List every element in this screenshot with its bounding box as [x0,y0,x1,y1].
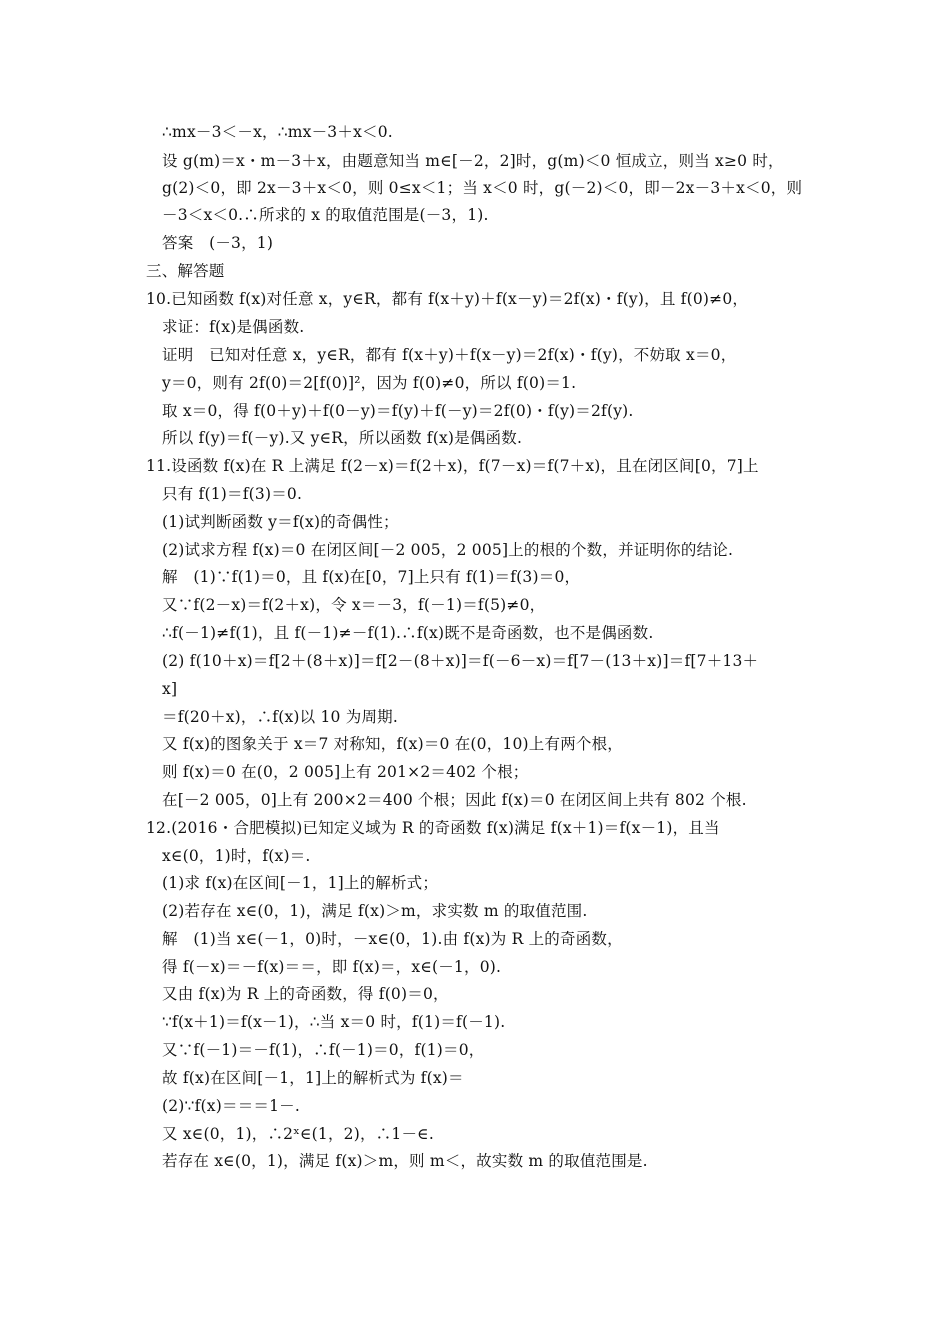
problem-11-statement-cont: 只有 f(1)＝f(3)＝0. [162,485,303,503]
problem-10-statement: 10.已知函数 f(x)对任意 x，y∈R，都有 f(x＋y)＋f(x－y)＝2f(x)・f(y)，且 f(0)≠0， [146,290,749,308]
proof-line-1: 证明 已知对任意 x，y∈R，都有 f(x＋y)＋f(x－y)＝2f(x)・f(y)，不妨取 x＝0， [162,346,737,364]
solution-11-line-2: 又∵f(2－x)＝f(2＋x)，令 x＝－3，f(－1)＝f(5)≠0， [162,596,546,614]
solution-12-line-2: 得 f(－x)＝－f(x)＝＝，即 f(x)＝，x∈(－1，0). [162,958,502,976]
solution-12-line-4: ∵f(x＋1)＝f(x－1)，∴当 x＝0 时，f(1)＝f(－1). [162,1013,506,1031]
solution-12-line-5: 又∵f(－1)＝－f(1)，∴f(－1)＝0，f(1)＝0， [162,1041,485,1059]
section-heading: 三、解答题 [146,262,225,280]
problem-11-part-1: (1)试判断函数 y＝f(x)的奇偶性； [162,513,399,531]
text-line-2: 设 g(m)＝x・m－3＋x，由题意知当 m∈[－2，2]时，g(m)＜0 恒成立，则当 x≥0 时， [162,152,784,170]
solution-11-line-9: 在[－2 005，0]上有 200×2＝400 个根；因此 f(x)＝0 在闭区间上共有 802 个根. [162,791,747,809]
problem-11-part-2: (2)试求方程 f(x)＝0 在闭区间[－2 005，2 005]上的根的个数，并证明你的结论. [162,541,734,559]
solution-11-line-1: 解 (1)∵f(1)＝0，且 f(x)在[0，7]上只有 f(1)＝f(3)＝0， [162,568,581,586]
solution-11-line-5: x] [162,680,178,698]
problem-10-statement-cont: 求证：f(x)是偶函数. [162,318,305,336]
proof-line-3: 取 x＝0，得 f(0＋y)＋f(0－y)＝f(y)＋f(－y)＝2f(0)・f(y)＝2f(y). [162,402,634,420]
solution-11-line-4: (2) f(10＋x)＝f[2＋(8＋x)]＝f[2－(8＋x)]＝f(－6－x)＝f[7－(13＋x)]＝f[7＋13＋ [162,652,759,670]
solution-12-line-1: 解 (1)当 x∈(－1，0)时，－x∈(0，1).由 f(x)为 R 上的奇函数， [162,930,623,948]
problem-12-part-1: (1)求 f(x)在区间[－1，1]上的解析式； [162,874,439,892]
problem-12-statement-cont: x∈(0，1)时，f(x)＝. [162,847,311,865]
solution-11-line-3: ∴f(－1)≠f(1)，且 f(－1)≠－f(1).∴f(x)既不是奇函数，也不是偶函数. [162,624,654,642]
text-line-3: g(2)＜0，即 2x－3＋x＜0，则 0≤x＜1；当 x＜0 时，g(－2)＜0，即－2x－3＋x＜0，则 [162,179,803,197]
problem-12-part-2: (2)若存在 x∈(0，1)，满足 f(x)＞m，求实数 m 的取值范围. [162,902,588,920]
proof-line-4: 所以 f(y)＝f(－y).又 y∈R，所以函数 f(x)是偶函数. [162,429,523,447]
solution-12-line-7: (2)∵f(x)＝＝＝1－. [162,1097,300,1115]
solution-12-line-8: 又 x∈(0，1)，∴2ˣ∈(1，2)，∴1－∈. [162,1125,434,1143]
problem-12-statement: 12.(2016・合肥模拟)已知定义域为 R 的奇函数 f(x)满足 f(x＋1)＝f(x－1)，且当 [146,819,720,837]
solution-11-line-7: 又 f(x)的图象关于 x＝7 对称知，f(x)＝0 在(0，10)上有两个根， [162,735,623,753]
text-line-1: ∴mx－3＜－x，∴mx－3＋x＜0. [162,123,393,141]
solution-12-line-9: 若存在 x∈(0，1)，满足 f(x)＞m，则 m＜，故实数 m 的取值范围是. [162,1152,648,1170]
solution-12-line-6: 故 f(x)在区间[－1，1]上的解析式为 f(x)＝ [162,1069,464,1087]
problem-11-statement: 11.设函数 f(x)在 R 上满足 f(2－x)＝f(2＋x)，f(7－x)＝f(7＋x)，且在闭区间[0，7]上 [146,457,759,475]
solution-11-line-6: ＝f(20＋x)，∴f(x)以 10 为周期. [162,708,398,726]
solution-12-line-3: 又由 f(x)为 R 上的奇函数，得 f(0)＝0， [162,985,449,1003]
proof-line-2: y＝0，则有 2f(0)＝2[f(0)]²，因为 f(0)≠0，所以 f(0)＝1. [162,374,577,392]
solution-11-line-8: 则 f(x)＝0 在(0，2 005]上有 201×2＝402 个根； [162,763,529,781]
answer-line: 答案 (－3，1) [162,234,274,252]
text-line-4: －3＜x＜0.∴所求的 x 的取值范围是(－3，1). [162,206,489,224]
